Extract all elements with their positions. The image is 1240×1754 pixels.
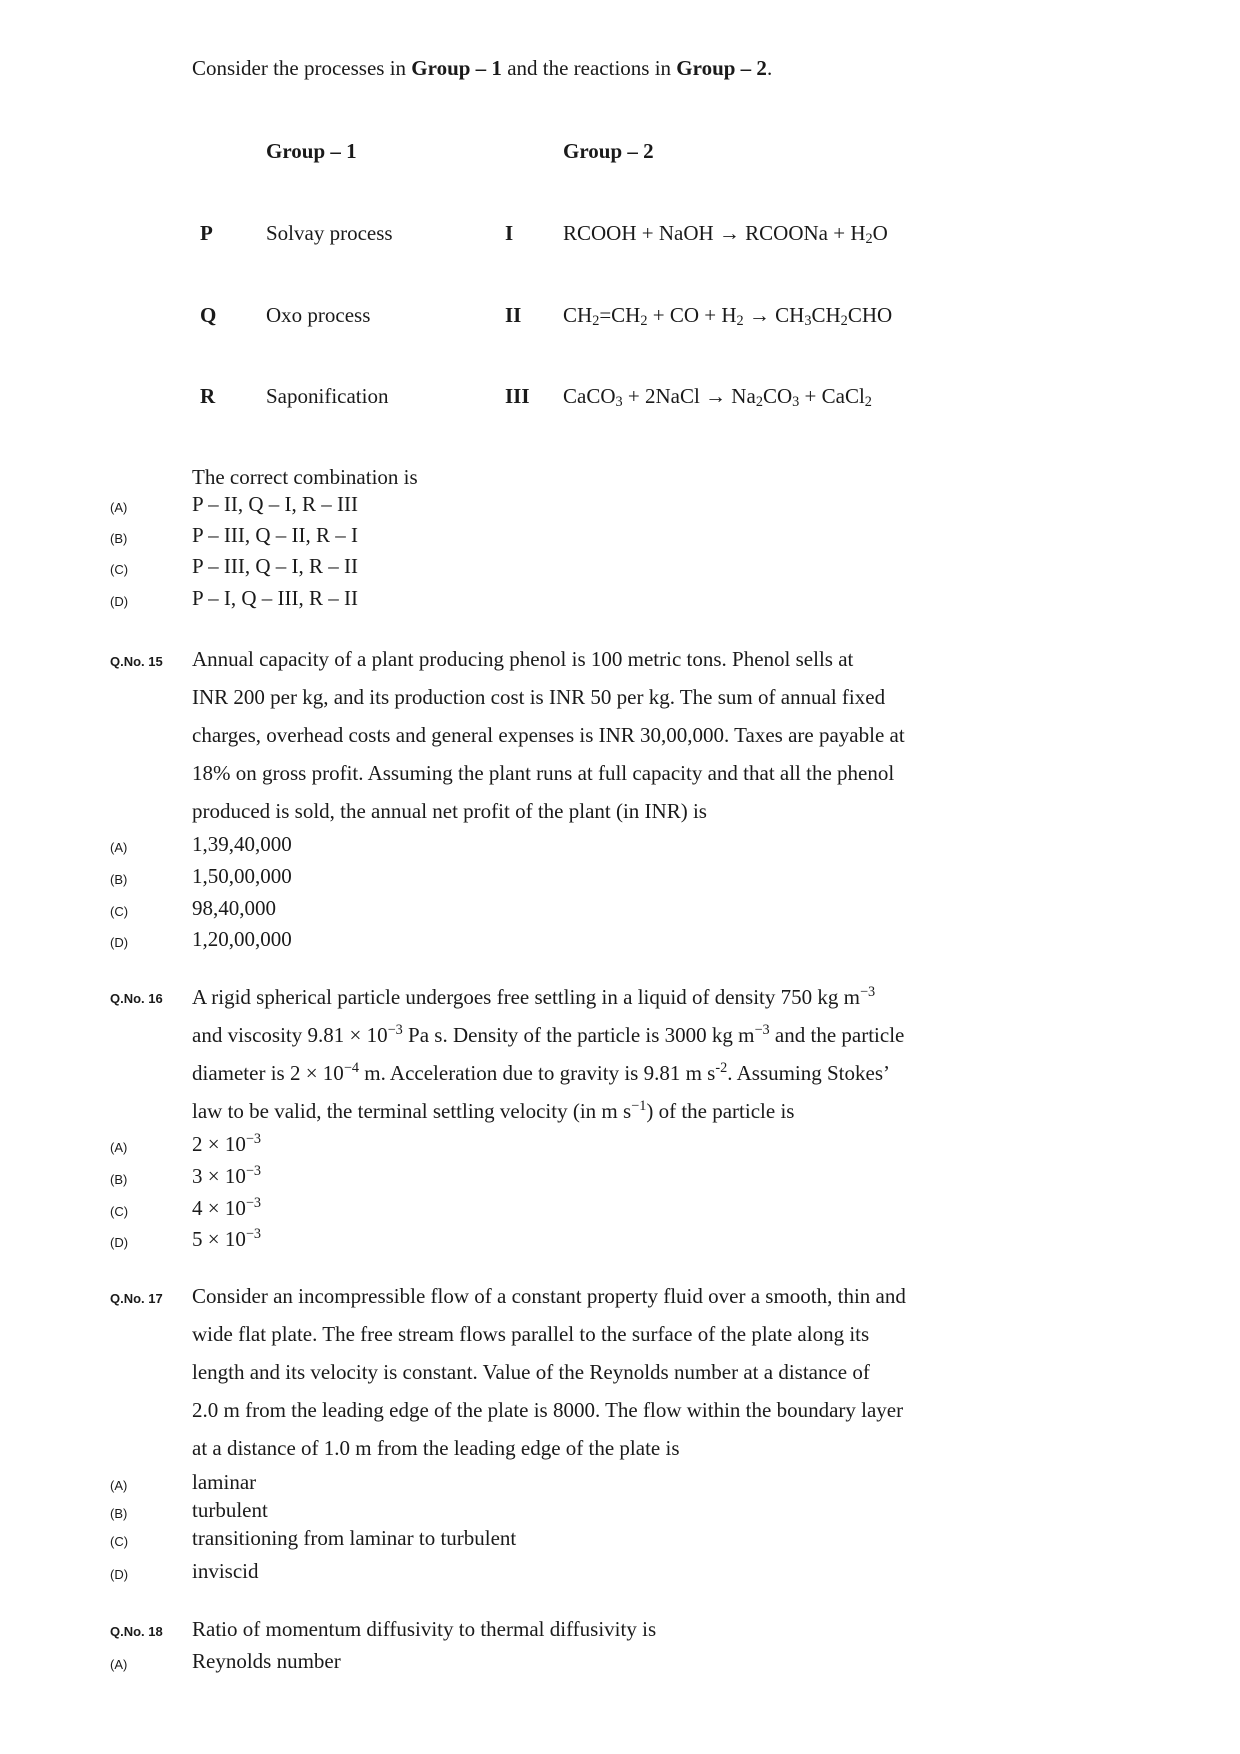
option-text: P – II, Q – I, R – III [192, 492, 359, 516]
reaction-formula: CaCO$_3$ + 2NaCl → $Na_2CO_3$ + CaCl$_2$ [563, 384, 872, 411]
option-text: $5 \times 10^{-3}$ [192, 1226, 262, 1251]
option-label: (C) [110, 1534, 129, 1549]
question-text-line: 18% on gross profit. Assuming the plant runs at full capacity and that all the phenol [192, 761, 895, 785]
row-letter: R [200, 384, 216, 408]
group-1-ref: Group – 1 [411, 56, 502, 80]
question-text-line: wide flat plate. The free stream flows parallel to the surface of the plate along its [192, 1322, 870, 1346]
option-text: P – III, Q – II, R – I [192, 523, 359, 547]
reaction-formula: $CH_2=CH_2$ + CO + $H_2 \to CH_3CH_2CHO$ [563, 303, 893, 330]
option-label: (B) [110, 1172, 128, 1187]
question-number: Q.No. 16 [110, 991, 163, 1006]
question-text-line: 2.0 m from the leading edge of the plate is 8000. The flow within the boundary layer [192, 1398, 904, 1422]
row-letter: Q [200, 303, 217, 327]
option-text: inviscid [192, 1559, 259, 1583]
option-text: $3 \times 10^{-3}$ [192, 1163, 262, 1188]
process-name: Solvay process [266, 221, 393, 245]
option-label: (A) [110, 1657, 128, 1672]
row-letter: P [200, 221, 213, 245]
option-text: Reynolds number [192, 1649, 341, 1673]
question-prompt: The correct combination is [192, 465, 418, 489]
option-label: (A) [110, 1140, 128, 1155]
question-number: Q.No. 18 [110, 1624, 163, 1639]
question-text-line: and viscosity $9.81 \times 10^{-3}$ Pa s. Density of the particle is 3000 kg $m^{-3}$ and the particle [192, 1022, 905, 1047]
option-text: $2 \times 10^{-3}$ [192, 1131, 262, 1156]
question-text-line: charges, overhead costs and general expenses is INR 30,00,000. Taxes are payable at [192, 723, 905, 747]
option-label: (A) [110, 1478, 128, 1493]
question-intro: Consider the processes in Group – 1 and the reactions in Group – 2. [192, 56, 773, 80]
option-label: (D) [110, 1235, 129, 1250]
option-label: (B) [110, 531, 128, 546]
option-text: 1,50,00,000 [192, 864, 292, 888]
option-text: 98,40,000 [192, 896, 276, 920]
question-text-line: A rigid spherical particle undergoes free settling in a liquid of density 750 kg $m^{-3}$ [192, 984, 876, 1009]
question-text-line: Consider an incompressible flow of a constant property fluid over a smooth, thin and [192, 1284, 906, 1308]
process-name: Saponification [266, 384, 389, 408]
option-label: (A) [110, 840, 128, 855]
option-label: (C) [110, 562, 129, 577]
group-2-heading: Group – 2 [563, 139, 654, 163]
question-text-line: Ratio of momentum diffusivity to thermal diffusivity is [192, 1617, 657, 1641]
reaction-numeral: II [505, 303, 522, 327]
group-2-ref: Group – 2 [676, 56, 767, 80]
option-label: (D) [110, 594, 129, 609]
option-label: (B) [110, 872, 128, 887]
question-text-line: produced is sold, the annual net profit of the plant (in INR) is [192, 799, 707, 823]
question-number: Q.No. 17 [110, 1291, 163, 1306]
question-text-line: INR 200 per kg, and its production cost is INR 50 per kg. The sum of annual fixed [192, 685, 886, 709]
option-text: transitioning from laminar to turbulent [192, 1526, 517, 1550]
option-text: 1,39,40,000 [192, 832, 292, 856]
option-text: 1,20,00,000 [192, 927, 292, 951]
reaction-numeral: III [505, 384, 530, 408]
question-text-line: length and its velocity is constant. Value of the Reynolds number at a distance of [192, 1360, 870, 1384]
option-text: laminar [192, 1470, 257, 1494]
option-label: (C) [110, 1204, 129, 1219]
reaction-numeral: I [505, 221, 514, 245]
process-name: Oxo process [266, 303, 371, 327]
option-label: (B) [110, 1506, 128, 1521]
question-text-line: diameter is $2 \times 10^{-4}$ m. Acceleration due to gravity is 9.81 m $s^{-2}$. Assuming Stokes’ [192, 1060, 891, 1085]
group-1-heading: Group – 1 [266, 139, 357, 163]
option-label: (A) [110, 500, 128, 515]
option-label: (D) [110, 935, 129, 950]
option-label: (D) [110, 1567, 129, 1582]
question-text-line: Annual capacity of a plant producing phenol is 100 metric tons. Phenol sells at [192, 647, 854, 671]
question-text-line: at a distance of 1.0 m from the leading edge of the plate is [192, 1436, 680, 1460]
option-text: P – III, Q – I, R – II [192, 554, 359, 578]
option-label: (C) [110, 904, 129, 919]
reaction-formula: RCOOH + NaOH → RCOONa + $H_2O$ [563, 221, 888, 248]
question-number: Q.No. 15 [110, 654, 163, 669]
option-text: $4 \times 10^{-3}$ [192, 1195, 262, 1220]
question-text-line: law to be valid, the terminal settling velocity (in m $s^{-1}$) of the particle is [192, 1098, 795, 1123]
option-text: P – I, Q – III, R – II [192, 586, 359, 610]
option-text: turbulent [192, 1498, 268, 1522]
